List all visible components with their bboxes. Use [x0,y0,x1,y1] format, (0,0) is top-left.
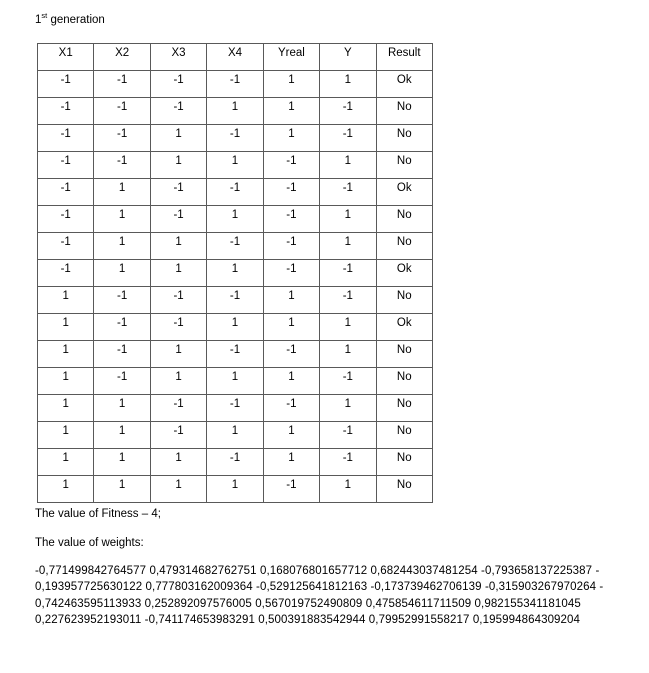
table-cell: 1 [320,71,376,98]
fitness-statement: The value of Fitness – 4; [35,508,161,520]
table-cell: -1 [320,179,376,206]
table-cell: -1 [94,368,150,395]
table-cell: -1 [94,71,150,98]
table-cell: 1 [38,314,94,341]
column-header: X4 [207,44,263,71]
column-header: Result [376,44,432,71]
table-cell: 1 [207,314,263,341]
table-cell: 1 [320,233,376,260]
table-row [38,476,433,503]
table-cell: 1 [150,341,206,368]
table-row [38,368,433,395]
table-cell: -1 [94,287,150,314]
table-cell: -1 [38,260,94,287]
table-cell: -1 [38,233,94,260]
table-cell: 1 [94,476,150,503]
weights-heading: The value of weights: [35,537,144,549]
title-text: generation [47,14,105,26]
table-cell: -1 [320,368,376,395]
table-cell: Ok [376,314,432,341]
table-cell: -1 [94,341,150,368]
table-cell: Ok [376,71,432,98]
table-cell: 1 [320,476,376,503]
table-cell: 1 [263,287,319,314]
table-cell: 1 [150,449,206,476]
table-cell: -1 [207,287,263,314]
table-cell: -1 [38,152,94,179]
table-cell: No [376,476,432,503]
table-cell: No [376,449,432,476]
table-cell: 1 [150,233,206,260]
table-cell: 1 [320,341,376,368]
table-row [38,422,433,449]
table-cell: 1 [207,476,263,503]
table-cell: 1 [38,476,94,503]
table-cell: 1 [320,152,376,179]
table-cell: 1 [263,422,319,449]
table-cell: -1 [38,206,94,233]
table-cell: -1 [150,422,206,449]
table-cell: No [376,125,432,152]
table-cell: No [376,206,432,233]
column-header: X3 [150,44,206,71]
table-cell: 1 [263,368,319,395]
table-cell: 1 [150,368,206,395]
table-row [38,152,433,179]
table-row [38,125,433,152]
table-cell: -1 [38,179,94,206]
table-cell: Ok [376,260,432,287]
table-cell: -1 [263,341,319,368]
table-cell: 1 [207,422,263,449]
table-cell: -1 [263,179,319,206]
table-header-row [38,44,433,71]
table-cell: 1 [150,476,206,503]
table-row [38,260,433,287]
table-cell: -1 [207,125,263,152]
table-cell: -1 [38,71,94,98]
table-cell: -1 [207,233,263,260]
table-cell: 1 [94,206,150,233]
table-cell: 1 [320,395,376,422]
table-cell: 1 [263,314,319,341]
table-cell: -1 [94,152,150,179]
table-cell: Ok [376,179,432,206]
table-cell: -1 [150,314,206,341]
table-cell: 1 [320,206,376,233]
table-cell: 1 [38,395,94,422]
page-title [35,13,633,28]
table-cell: 1 [38,287,94,314]
table-cell: 1 [150,260,206,287]
table-row [38,206,433,233]
table-cell: No [376,233,432,260]
column-header: Yreal [263,44,319,71]
table-cell: 1 [150,125,206,152]
table-cell: 1 [94,449,150,476]
table-cell: No [376,287,432,314]
table-cell: -1 [263,206,319,233]
table-cell: 1 [207,368,263,395]
table-cell: 1 [94,233,150,260]
table-cell: -1 [263,233,319,260]
column-header: X1 [38,44,94,71]
table-cell: -1 [320,125,376,152]
column-header: Y [320,44,376,71]
table-cell: -1 [320,422,376,449]
table-header [38,44,433,71]
table-cell: 1 [263,125,319,152]
table-cell: -1 [207,179,263,206]
table-row [38,71,433,98]
table-cell: No [376,98,432,125]
weights-line: -0,771499842764577 0,479314682762751 0,168076801657712 0,682443037481254 -0,793658137225387 - [35,565,600,577]
table-cell: 1 [320,314,376,341]
weights-line: 0,742463595113933 0,252892097576005 0,567019752490809 0,475854611711509 0,982155341181045 [35,597,581,610]
weights-line: 0,193957725630122 0,777803162009364 -0,529125641812163 -0,173739462706139 -0,315903267970264 - [35,581,604,594]
table-cell: -1 [94,125,150,152]
table-cell: 1 [263,449,319,476]
title-number: 1 [35,14,42,26]
table-cell: No [376,395,432,422]
table-cell: -1 [150,206,206,233]
weights-paragraph [35,563,633,628]
table-cell: -1 [320,98,376,125]
table-cell: No [376,152,432,179]
table-cell: 1 [207,152,263,179]
table-row [38,179,433,206]
table-cell: 1 [263,98,319,125]
table-row [38,314,433,341]
table-cell: -1 [38,125,94,152]
title-ordinal-superscript: st [41,11,48,21]
table-cell: -1 [320,260,376,287]
table-row [38,449,433,476]
table-cell: -1 [207,71,263,98]
column-header: X2 [94,44,150,71]
table-cell: 1 [94,422,150,449]
table-cell: -1 [150,395,206,422]
table-row [38,98,433,125]
table-cell: -1 [320,287,376,314]
table-cell: 1 [38,422,94,449]
table-row [38,341,433,368]
table-cell: -1 [263,152,319,179]
table-cell: -1 [38,98,94,125]
table-cell: -1 [150,98,206,125]
table-cell: -1 [150,179,206,206]
table-cell: 1 [38,341,94,368]
table-cell: -1 [94,314,150,341]
table-cell: -1 [263,395,319,422]
table-cell: 1 [38,368,94,395]
weights-line: 0,227623952193011 -0,741174653983291 0,500391883542944 0,79952991558217 0,195994864309204 [35,613,581,626]
table-cell: 1 [207,206,263,233]
generation-table [37,43,433,503]
table-cell: 1 [150,152,206,179]
table-cell: No [376,422,432,449]
table-cell: 1 [94,260,150,287]
table-cell: -1 [94,98,150,125]
table-cell: -1 [207,341,263,368]
table-cell: 1 [263,71,319,98]
table-cell: -1 [207,449,263,476]
table-row [38,395,433,422]
table-cell: -1 [320,449,376,476]
table-cell: 1 [38,449,94,476]
table-cell: -1 [207,395,263,422]
table-cell: No [376,368,432,395]
table-cell: 1 [207,260,263,287]
table-cell: -1 [263,476,319,503]
table-cell: -1 [150,71,206,98]
table-row [38,233,433,260]
table-cell: No [376,341,432,368]
table-row [38,287,433,314]
table-cell: -1 [150,287,206,314]
table-cell: 1 [94,179,150,206]
table-cell: 1 [207,98,263,125]
table-cell: 1 [94,395,150,422]
table-cell: -1 [263,260,319,287]
table-body [38,71,433,503]
